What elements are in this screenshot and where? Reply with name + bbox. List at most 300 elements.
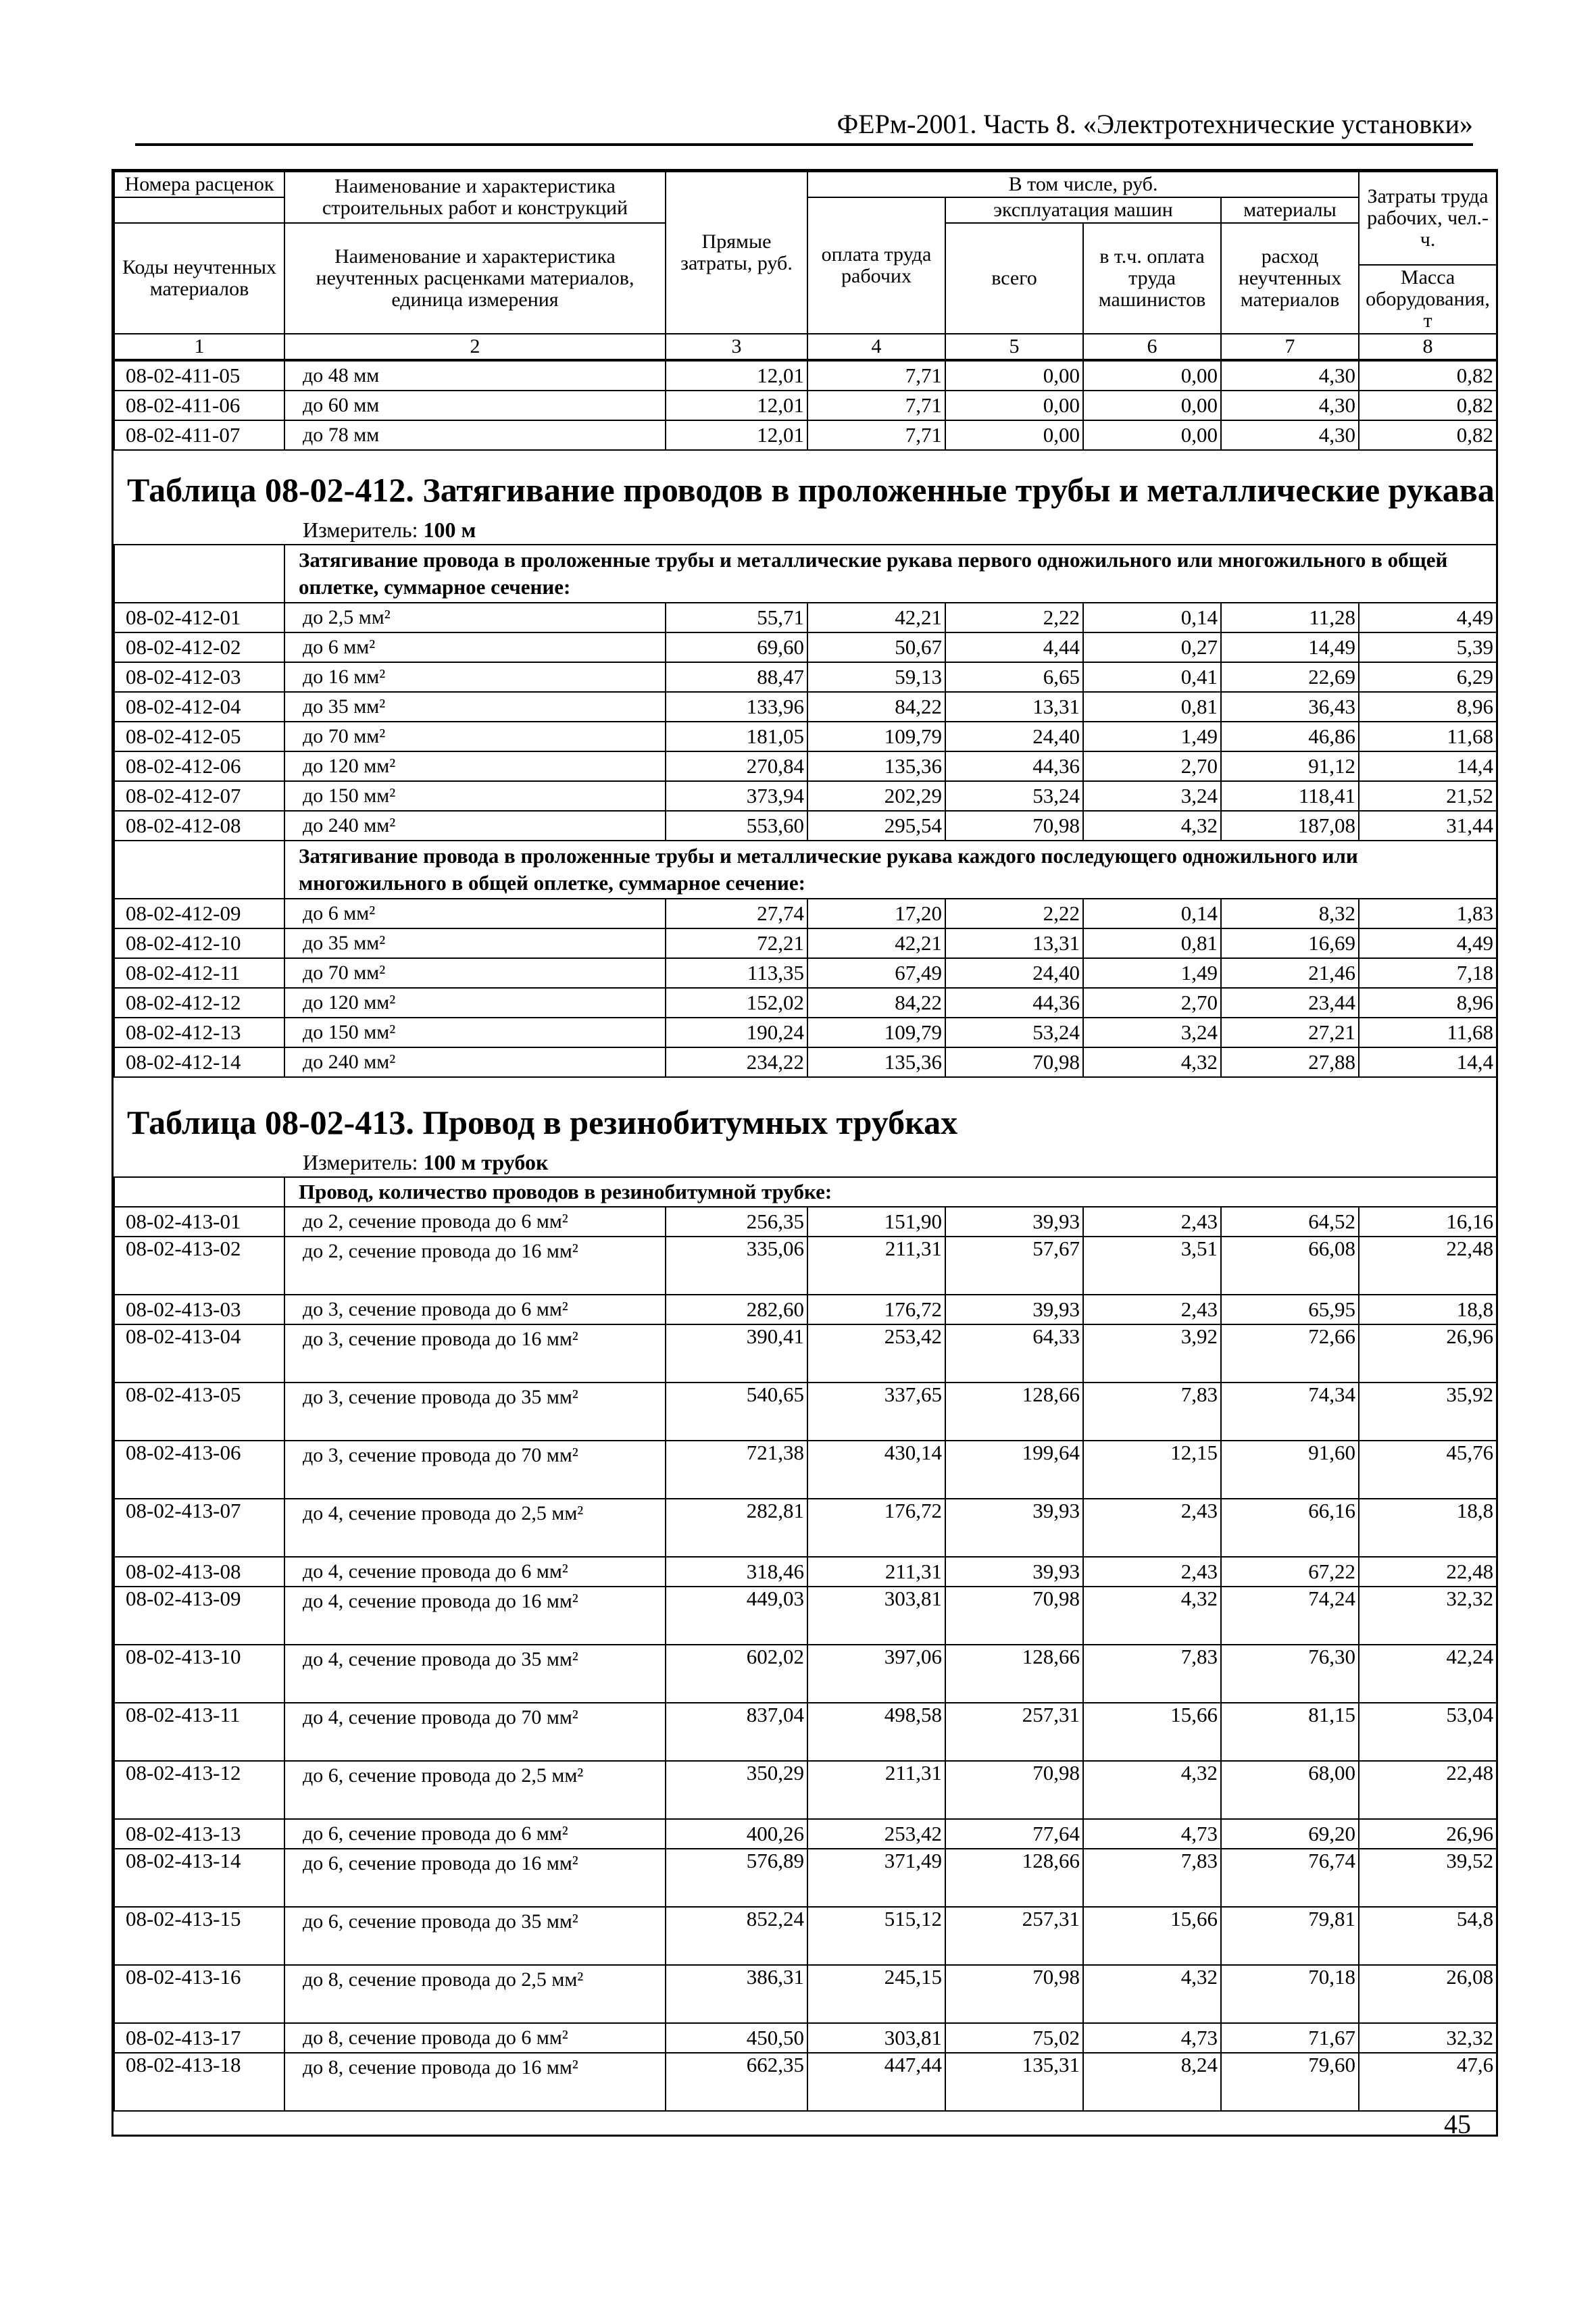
materials-cell: 64,52 [1221,1207,1359,1237]
machines-total-cell: 199,64 [945,1441,1083,1499]
machines-total-cell: 70,98 [945,1965,1083,2023]
rate-code: 08-02-413-01 [114,1207,284,1237]
machines-pay-cell: 7,83 [1083,1383,1221,1441]
rate-code: 08-02-412-12 [114,988,284,1018]
materials-cell: 21,46 [1221,958,1359,988]
direct-costs-cell: 852,24 [666,1907,807,1965]
labor-costs-cell: 18,8 [1359,1295,1497,1324]
direct-costs-cell: 450,50 [666,2023,807,2053]
machines-pay-cell: 3,24 [1083,781,1221,811]
pay-workers-cell: 202,29 [807,781,945,811]
machines-total-cell: 44,36 [945,988,1083,1018]
direct-costs-cell: 350,29 [666,1761,807,1819]
machines-pay-cell: 0,41 [1083,662,1221,692]
labor-costs-cell: 26,08 [1359,1965,1497,2023]
direct-costs-cell: 553,60 [666,811,807,841]
materials-cell: 4,30 [1221,361,1359,391]
labor-costs-cell: 0,82 [1359,361,1497,391]
work-name: до 4, сечение провода до 70 мм² [284,1703,666,1761]
machines-total-cell: 13,31 [945,928,1083,958]
machines-total-cell: 0,00 [945,391,1083,420]
table-412-group-2: Затягивание провода в проложенные трубы и металлические рукава каждого последующего одножильного или многожильного в общей оплетке, суммарное сечение: [284,841,1497,899]
machines-total-cell: 2,22 [945,603,1083,632]
table-row [114,662,1497,692]
table-row [114,1587,1497,1645]
table-413-meter [114,1148,1496,1176]
direct-costs-cell: 181,05 [666,722,807,751]
materials-cell: 81,15 [1221,1703,1359,1761]
labor-costs-cell: 31,44 [1359,811,1497,841]
materials-cell: 91,12 [1221,751,1359,781]
work-name: до 6, сечение провода до 35 мм² [284,1907,666,1965]
rate-code: 08-02-412-07 [114,781,284,811]
table-row [114,2023,1497,2053]
machines-total-cell: 39,93 [945,1499,1083,1557]
machines-pay-cell: 12,15 [1083,1441,1221,1499]
header-pay-workers: оплата труда рабочих [807,197,945,334]
table-row [114,420,1497,450]
labor-costs-cell: 7,18 [1359,958,1497,988]
direct-costs-cell: 55,71 [666,603,807,632]
table-row [114,1237,1497,1295]
header-num-8: 8 [1359,334,1497,359]
rate-code: 08-02-412-10 [114,928,284,958]
machines-pay-cell: 0,00 [1083,391,1221,420]
table-row [114,391,1497,420]
pay-workers-cell: 430,14 [807,1441,945,1499]
header-machines: эксплуатация машин [945,197,1221,223]
header-col2-bottom: Наименование и характеристика неучтенных расценками материалов, единица измерения [284,223,666,334]
table-row [114,692,1497,722]
materials-cell: 14,49 [1221,632,1359,662]
frame-bottom-space [114,2112,1496,2135]
header-direct-costs: Прямые затраты, руб. [666,172,807,334]
work-name: до 35 мм² [284,928,666,958]
rate-code: 08-02-412-06 [114,751,284,781]
labor-costs-cell: 26,96 [1359,1819,1497,1849]
materials-cell: 69,20 [1221,1819,1359,1849]
work-name: до 48 мм [284,361,666,391]
direct-costs-cell: 152,02 [666,988,807,1018]
materials-cell: 16,69 [1221,928,1359,958]
direct-costs-cell: 12,01 [666,391,807,420]
table-row [114,1324,1497,1383]
header-materials-use: расход неучтенных материалов [1221,223,1359,334]
pay-workers-cell: 211,31 [807,1557,945,1587]
labor-costs-cell: 14,4 [1359,1047,1497,1077]
pay-workers-cell: 17,20 [807,899,945,928]
rate-code: 08-02-411-05 [114,361,284,391]
work-name: до 3, сечение провода до 16 мм² [284,1324,666,1383]
direct-costs-cell: 837,04 [666,1703,807,1761]
header-num-3: 3 [666,334,807,359]
direct-costs-cell: 72,21 [666,928,807,958]
column-header [114,171,1497,360]
work-name: до 70 мм² [284,722,666,751]
table-row [114,632,1497,662]
direct-costs-cell: 390,41 [666,1324,807,1383]
machines-total-cell: 128,66 [945,1645,1083,1703]
table-413-meter-value: 100 м трубок [423,1150,549,1174]
materials-cell: 27,88 [1221,1047,1359,1077]
materials-cell: 70,18 [1221,1965,1359,2023]
labor-costs-cell: 5,39 [1359,632,1497,662]
pay-workers-cell: 515,12 [807,1907,945,1965]
work-name: до 240 мм² [284,1047,666,1077]
pay-workers-cell: 397,06 [807,1645,945,1703]
machines-total-cell: 70,98 [945,1047,1083,1077]
work-name: до 120 мм² [284,751,666,781]
rate-code: 08-02-412-05 [114,722,284,751]
pay-workers-cell: 109,79 [807,722,945,751]
machines-pay-cell: 3,92 [1083,1324,1221,1383]
materials-cell: 36,43 [1221,692,1359,722]
rate-code: 08-02-412-13 [114,1018,284,1047]
rate-code: 08-02-413-11 [114,1703,284,1761]
materials-cell: 4,30 [1221,391,1359,420]
labor-costs-cell: 45,76 [1359,1441,1497,1499]
materials-cell: 11,28 [1221,603,1359,632]
materials-cell: 72,66 [1221,1324,1359,1383]
table-row [114,811,1497,841]
header-num-7: 7 [1221,334,1359,359]
materials-cell: 27,21 [1221,1018,1359,1047]
machines-total-cell: 39,93 [945,1557,1083,1587]
machines-pay-cell: 7,83 [1083,1849,1221,1907]
rate-code: 08-02-413-12 [114,1761,284,1819]
direct-costs-cell: 113,35 [666,958,807,988]
labor-costs-cell: 18,8 [1359,1499,1497,1557]
pay-workers-cell: 176,72 [807,1499,945,1557]
header-machines-pay: в т.ч. оплата труда машинистов [1083,223,1221,334]
pay-workers-cell: 135,36 [807,1047,945,1077]
machines-pay-cell: 8,24 [1083,2053,1221,2111]
machines-pay-cell: 2,43 [1083,1557,1221,1587]
materials-cell: 74,34 [1221,1383,1359,1441]
header-col2-top: Наименование и характеристика строительных работ и конструкций [284,172,666,223]
machines-total-cell: 13,31 [945,692,1083,722]
table-row [114,1761,1497,1819]
labor-costs-cell: 54,8 [1359,1907,1497,1965]
rate-code: 08-02-413-18 [114,2053,284,2111]
direct-costs-cell: 335,06 [666,1237,807,1295]
rate-code: 08-02-411-06 [114,391,284,420]
direct-costs-cell: 133,96 [666,692,807,722]
machines-pay-cell: 15,66 [1083,1703,1221,1761]
table-row [114,1441,1497,1499]
rate-code: 08-02-413-14 [114,1849,284,1907]
header-equipment-mass: Масса оборудования, т [1359,265,1497,334]
table-row [114,1557,1497,1587]
materials-cell: 22,69 [1221,662,1359,692]
work-name: до 2, сечение провода до 16 мм² [284,1237,666,1295]
machines-total-cell: 24,40 [945,958,1083,988]
machines-total-cell: 70,98 [945,811,1083,841]
pay-workers-cell: 84,22 [807,988,945,1018]
direct-costs-cell: 12,01 [666,361,807,391]
materials-cell: 79,60 [1221,2053,1359,2111]
work-name: до 4, сечение провода до 16 мм² [284,1587,666,1645]
direct-costs-cell: 12,01 [666,420,807,450]
table-row [114,1047,1497,1077]
materials-cell: 187,08 [1221,811,1359,841]
table-row [114,1907,1497,1965]
materials-cell: 91,60 [1221,1441,1359,1499]
rate-code: 08-02-412-08 [114,811,284,841]
machines-total-cell: 0,00 [945,420,1083,450]
table-413-title: Таблица 08-02-413. Провод в резинобитумных трубках [127,1103,958,1141]
pay-workers-cell: 498,58 [807,1703,945,1761]
machines-total-cell: 75,02 [945,2023,1083,2053]
header-num-5: 5 [945,334,1083,359]
labor-costs-cell: 22,48 [1359,1237,1497,1295]
direct-costs-cell: 88,47 [666,662,807,692]
rate-code: 08-02-413-16 [114,1965,284,2023]
materials-cell: 65,95 [1221,1295,1359,1324]
table-row [114,1383,1497,1441]
header-num-2: 2 [284,334,666,359]
header-col1-spacer [114,197,284,223]
labor-costs-cell: 6,29 [1359,662,1497,692]
direct-costs-cell: 449,03 [666,1587,807,1645]
labor-costs-cell: 53,04 [1359,1703,1497,1761]
machines-total-cell: 135,31 [945,2053,1083,2111]
rate-code: 08-02-413-07 [114,1499,284,1557]
machines-pay-cell: 0,27 [1083,632,1221,662]
machines-total-cell: 53,24 [945,1018,1083,1047]
norms-table-frame [111,169,1498,2137]
work-name: до 78 мм [284,420,666,450]
machines-pay-cell: 4,73 [1083,2023,1221,2053]
labor-costs-cell: 35,92 [1359,1383,1497,1441]
machines-pay-cell: 0,14 [1083,603,1221,632]
pay-workers-cell: 42,21 [807,928,945,958]
machines-total-cell: 77,64 [945,1819,1083,1849]
work-name: до 4, сечение провода до 6 мм² [284,1557,666,1587]
work-name: до 16 мм² [284,662,666,692]
labor-costs-cell: 0,82 [1359,391,1497,420]
table-row [114,899,1497,928]
pay-workers-cell: 7,71 [807,391,945,420]
pay-workers-cell: 371,49 [807,1849,945,1907]
table-row [114,928,1497,958]
table-412-title: Таблица 08-02-412. Затягивание проводов в проложенные трубы и металлические рукава [127,471,1495,509]
direct-costs-cell: 386,31 [666,1965,807,2023]
table-row [114,1499,1497,1557]
machines-pay-cell: 7,83 [1083,1645,1221,1703]
labor-costs-cell: 8,96 [1359,692,1497,722]
rate-code: 08-02-412-02 [114,632,284,662]
work-name: до 6, сечение провода до 16 мм² [284,1849,666,1907]
direct-costs-cell: 270,84 [666,751,807,781]
header-num-6: 6 [1083,334,1221,359]
labor-costs-cell: 21,52 [1359,781,1497,811]
work-name: до 3, сечение провода до 35 мм² [284,1383,666,1441]
materials-cell: 8,32 [1221,899,1359,928]
machines-pay-cell: 3,51 [1083,1237,1221,1295]
table-row [114,603,1497,632]
pay-workers-cell: 84,22 [807,692,945,722]
work-name: до 60 мм [284,391,666,420]
work-name: до 4, сечение провода до 35 мм² [284,1645,666,1703]
materials-cell: 23,44 [1221,988,1359,1018]
work-name: до 6, сечение провода до 6 мм² [284,1819,666,1849]
labor-costs-cell: 4,49 [1359,928,1497,958]
table-row [114,1295,1497,1324]
rate-code: 08-02-411-07 [114,420,284,450]
table-row [114,988,1497,1018]
table-412 [114,544,1497,1078]
labor-costs-cell: 26,96 [1359,1324,1497,1383]
labor-costs-cell: 11,68 [1359,722,1497,751]
work-name: до 8, сечение провода до 6 мм² [284,2023,666,2053]
direct-costs-cell: 602,02 [666,1645,807,1703]
materials-cell: 71,67 [1221,2023,1359,2053]
materials-cell: 67,22 [1221,1557,1359,1587]
rate-code: 08-02-413-10 [114,1645,284,1703]
machines-pay-cell: 4,32 [1083,811,1221,841]
table-row [114,1645,1497,1703]
rate-code: 08-02-412-01 [114,603,284,632]
labor-costs-cell: 1,83 [1359,899,1497,928]
direct-costs-cell: 27,74 [666,899,807,928]
pay-workers-cell: 176,72 [807,1295,945,1324]
rate-code: 08-02-412-09 [114,899,284,928]
machines-pay-cell: 4,73 [1083,1819,1221,1849]
machines-total-cell: 70,98 [945,1761,1083,1819]
header-col1-bottom: Коды неучтенных материалов [114,223,284,334]
pay-workers-cell: 253,42 [807,1819,945,1849]
work-name: до 35 мм² [284,692,666,722]
table-413-group-1: Провод, количество проводов в резинобитумной трубке: [284,1177,1497,1207]
direct-costs-cell: 234,22 [666,1047,807,1077]
table-row [114,1207,1497,1237]
pay-workers-cell: 42,21 [807,603,945,632]
machines-total-cell: 39,93 [945,1207,1083,1237]
rate-code: 08-02-413-08 [114,1557,284,1587]
direct-costs-cell: 282,60 [666,1295,807,1324]
work-name: до 6, сечение провода до 2,5 мм² [284,1761,666,1819]
materials-cell: 46,86 [1221,722,1359,751]
machines-total-cell: 64,33 [945,1324,1083,1383]
table-row [114,751,1497,781]
table-row [114,1965,1497,2023]
work-name: до 8, сечение провода до 2,5 мм² [284,1965,666,2023]
table-row [114,1849,1497,1907]
rate-code: 08-02-412-11 [114,958,284,988]
direct-costs-cell: 373,94 [666,781,807,811]
direct-costs-cell: 282,81 [666,1499,807,1557]
table-413 [114,1176,1497,2112]
group-code-spacer [114,841,284,899]
table-row [114,1018,1497,1047]
header-num-1: 1 [114,334,284,359]
materials-cell: 68,00 [1221,1761,1359,1819]
header-col1-top: Номера расценок [114,172,284,197]
table-412-meter [114,516,1496,544]
pay-workers-cell: 50,67 [807,632,945,662]
labor-costs-cell: 8,96 [1359,988,1497,1018]
pay-workers-cell: 109,79 [807,1018,945,1047]
machines-pay-cell: 2,43 [1083,1207,1221,1237]
direct-costs-cell: 256,35 [666,1207,807,1237]
running-header: ФЕРм-2001. Часть 8. «Электротехнические установки» [837,109,1473,139]
direct-costs-cell: 400,26 [666,1819,807,1849]
machines-pay-cell: 3,24 [1083,1018,1221,1047]
rate-code: 08-02-413-05 [114,1383,284,1441]
header-materials: материалы [1221,197,1359,223]
rate-code: 08-02-413-03 [114,1295,284,1324]
pay-workers-cell: 211,31 [807,1237,945,1295]
top-rows [114,360,1497,451]
machines-total-cell: 257,31 [945,1907,1083,1965]
machines-pay-cell: 2,70 [1083,751,1221,781]
table-row [114,361,1497,391]
machines-pay-cell: 2,43 [1083,1295,1221,1324]
labor-costs-cell: 11,68 [1359,1018,1497,1047]
labor-costs-cell: 22,48 [1359,1761,1497,1819]
machines-total-cell: 4,44 [945,632,1083,662]
rate-code: 08-02-412-03 [114,662,284,692]
work-name: до 150 мм² [284,781,666,811]
rate-code: 08-02-413-17 [114,2023,284,2053]
work-name: до 240 мм² [284,811,666,841]
direct-costs-cell: 318,46 [666,1557,807,1587]
header-machines-total: всего [945,223,1083,334]
pay-workers-cell: 303,81 [807,1587,945,1645]
machines-pay-cell: 2,70 [1083,988,1221,1018]
header-labor-costs: Затраты труда рабочих, чел.-ч. [1359,172,1497,265]
materials-cell: 74,24 [1221,1587,1359,1645]
labor-costs-cell: 16,16 [1359,1207,1497,1237]
table-row [114,781,1497,811]
table-row [114,722,1497,751]
machines-total-cell: 24,40 [945,722,1083,751]
direct-costs-cell: 69,60 [666,632,807,662]
materials-cell: 66,08 [1221,1237,1359,1295]
work-name: до 6 мм² [284,899,666,928]
labor-costs-cell: 0,82 [1359,420,1497,450]
pay-workers-cell: 7,71 [807,361,945,391]
work-name: до 4, сечение провода до 2,5 мм² [284,1499,666,1557]
table-row [114,958,1497,988]
work-name: до 150 мм² [284,1018,666,1047]
direct-costs-cell: 190,24 [666,1018,807,1047]
header-in-that-number: В том числе, руб. [807,172,1359,197]
machines-pay-cell: 0,81 [1083,928,1221,958]
pay-workers-cell: 337,65 [807,1383,945,1441]
work-name: до 2, сечение провода до 6 мм² [284,1207,666,1237]
machines-total-cell: 2,22 [945,899,1083,928]
table-412-meter-value: 100 м [423,518,476,542]
materials-cell: 66,16 [1221,1499,1359,1557]
group-code-spacer [114,1177,284,1207]
rate-code: 08-02-413-04 [114,1324,284,1383]
machines-pay-cell: 15,66 [1083,1907,1221,1965]
machines-pay-cell: 0,14 [1083,899,1221,928]
machines-pay-cell: 4,32 [1083,1965,1221,2023]
machines-pay-cell: 4,32 [1083,1761,1221,1819]
machines-pay-cell: 0,00 [1083,361,1221,391]
labor-costs-cell: 39,52 [1359,1849,1497,1907]
labor-costs-cell: 4,49 [1359,603,1497,632]
header-num-4: 4 [807,334,945,359]
pay-workers-cell: 211,31 [807,1761,945,1819]
pay-workers-cell: 7,71 [807,420,945,450]
labor-costs-cell: 42,24 [1359,1645,1497,1703]
machines-total-cell: 44,36 [945,751,1083,781]
labor-costs-cell: 32,32 [1359,1587,1497,1645]
